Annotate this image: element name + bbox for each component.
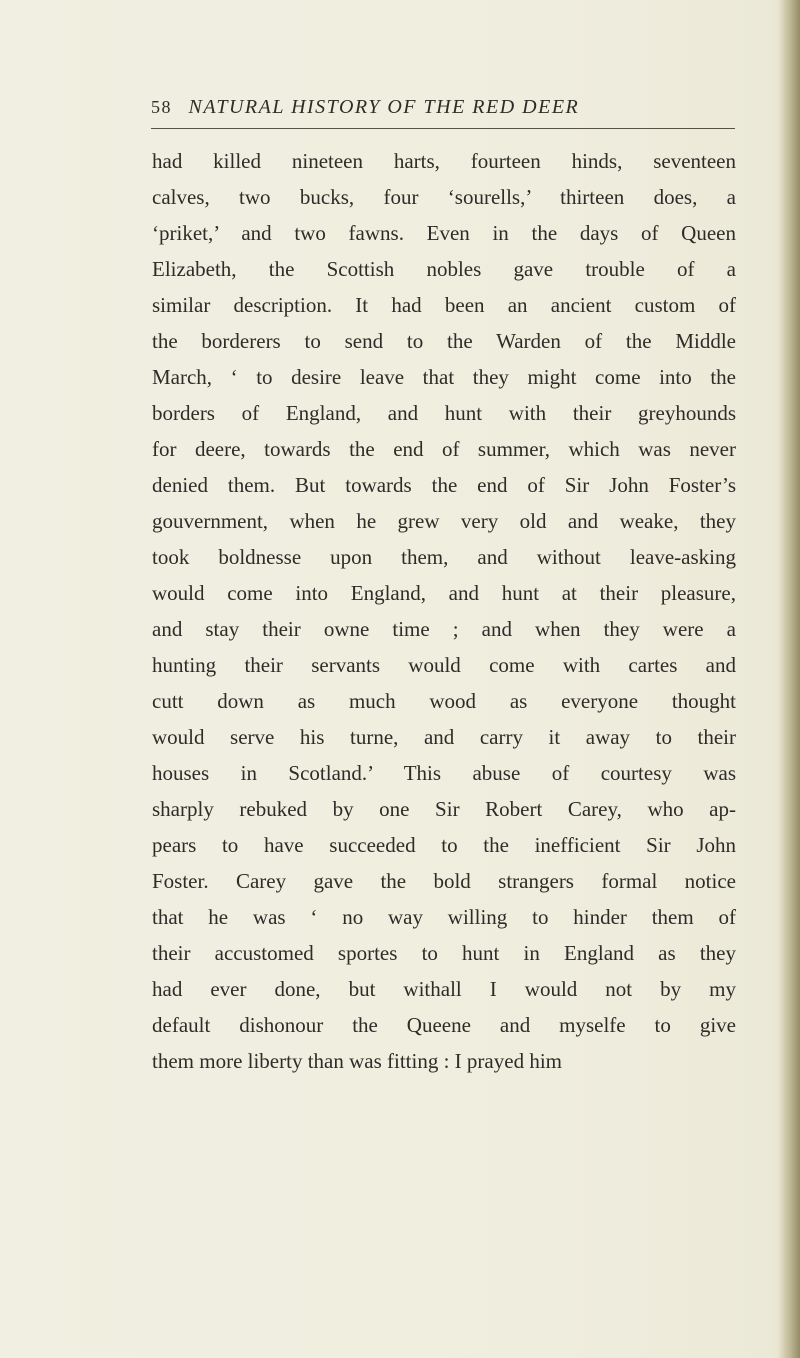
- text-line: them more liberty than was fitting : I prayed him: [152, 1049, 562, 1073]
- text-line: March, ‘ to desire leave that they might come into the: [152, 365, 736, 389]
- page-number: 58: [151, 97, 172, 117]
- text-line: the borderers to send to the Warden of the Middle: [152, 329, 736, 353]
- running-title: NATURAL HISTORY OF THE RED DEER: [188, 96, 580, 118]
- text-line: hunting their servants would come with cartes and: [152, 653, 736, 677]
- text-line: borders of England, and hunt with their greyhounds: [152, 401, 736, 425]
- text-line: would come into England, and hunt at their pleasure,: [152, 581, 736, 605]
- text-line: calves, two bucks, four ‘sourells,’ thirteen does, a: [152, 185, 736, 209]
- text-line: cutt down as much wood as everyone thought: [152, 689, 736, 713]
- text-line: similar description. It had been an ancient custom of: [152, 293, 736, 317]
- text-line: their accustomed sportes to hunt in England as they: [152, 941, 736, 965]
- text-line: houses in Scotland.’ This abuse of courtesy was: [152, 761, 736, 785]
- header-rule: [151, 128, 735, 129]
- text-line: default dishonour the Queene and myselfe to give: [152, 1013, 736, 1037]
- text-line: and stay their owne time ; and when they were a: [152, 617, 736, 641]
- text-line: gouvernment, when he grew very old and weake, they: [152, 509, 736, 533]
- text-line: pears to have succeeded to the inefficient Sir John: [152, 833, 736, 857]
- text-line: for deere, towards the end of summer, which was never: [152, 437, 736, 461]
- text-line: Elizabeth, the Scottish nobles gave trouble of a: [152, 257, 736, 281]
- text-line: took boldnesse upon them, and without leave-asking: [152, 545, 736, 569]
- text-line: Foster. Carey gave the bold strangers formal notice: [152, 869, 736, 893]
- text-line: denied them. But towards the end of Sir John Foster’s: [152, 473, 736, 497]
- text-line: ‘priket,’ and two fawns. Even in the days of Queen: [152, 221, 736, 245]
- text-line: would serve his turne, and carry it away to their: [152, 725, 736, 749]
- text-line: that he was ‘ no way willing to hinder them of: [152, 905, 736, 929]
- page-edge-shadow: [778, 0, 800, 1358]
- running-header: [151, 96, 731, 126]
- text-line: sharply rebuked by one Sir Robert Carey, who ap-: [152, 797, 736, 821]
- text-line: had killed nineteen harts, fourteen hinds, seventeen: [152, 149, 736, 173]
- text-line: had ever done, but withall I would not by my: [152, 977, 736, 1001]
- body-text: [152, 143, 736, 1079]
